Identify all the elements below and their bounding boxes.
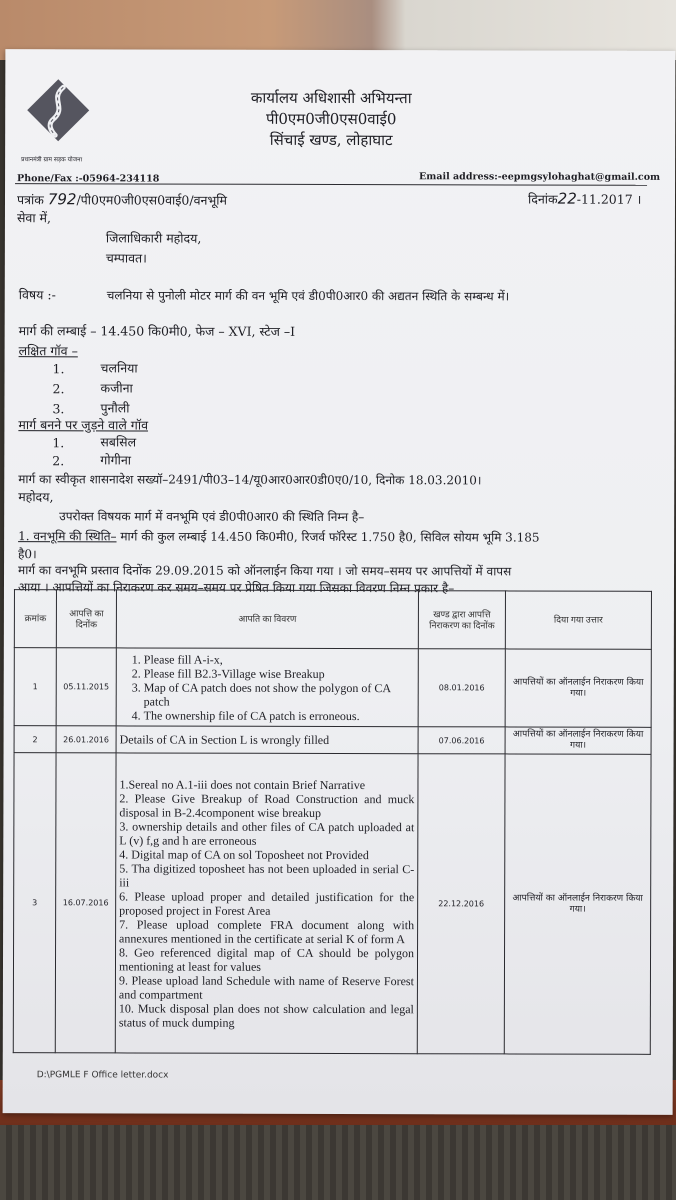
- row-resolution-date: 07.06.2016: [418, 727, 505, 754]
- connect-village-num: 2.: [52, 453, 65, 469]
- objection-item: 10. Muck disposal plan does not show calculation and legal status of muck dumping: [118, 1000, 414, 1030]
- salutation: महोदय,: [18, 489, 54, 505]
- connect-village-name: सबसिल: [100, 434, 137, 450]
- row-objection-date: 05.11.2015: [56, 648, 116, 726]
- table-row: [14, 648, 651, 728]
- letter-date: दिनांक22-11.2017 ।: [527, 189, 642, 208]
- objection-item: 2. Please Give Breakup of Road Construction and muck disposal in B-2.4component wise breakup: [119, 790, 415, 820]
- office-title: कार्यालय अधिशासी अभियन्ता: [250, 88, 412, 108]
- office-department: पी0एम0जी0एस0वाई0: [265, 109, 397, 129]
- row-reply: आपत्तियों का ऑनलाईन निराकरण किया गया।: [505, 649, 651, 727]
- online-line-1: मार्ग का वनभूमि प्रस्ताव दिनोंक 29.09.2015 को ऑनलाईन किया गया । जो समय–समय पर आपत्तियों में वापस: [18, 563, 512, 579]
- row-objection-date: 26.01.2016: [56, 726, 116, 753]
- row-objection-date: 16.07.2016: [55, 753, 116, 1053]
- logo-caption: प्रधानमंत्री ग्राम सड़क योजना: [21, 156, 83, 164]
- objection-item: 3. Map of CA patch does not show the polygon of CA patch: [144, 680, 415, 709]
- row-reply: आपत्तियों का ऑनलाईन निराकरण किया गया।: [504, 754, 651, 1054]
- letter-page: [3, 49, 676, 1115]
- target-village-num: 2.: [52, 381, 65, 397]
- forest-status-line: 1. वनभूमि की स्थिति– मार्ग की कुल लम्बाई 14.450 कि0मी0, रिजर्व फॉरेस्ट 1.750 है0, सिविल सोयम भूमि 3.185: [18, 529, 540, 545]
- forest-status-label: 1. वनभूमि की स्थिति–: [18, 529, 117, 544]
- header-objection-date: आपत्ति का दिनोंक: [56, 590, 116, 648]
- row-details: [115, 753, 418, 1054]
- email-address: Email address:-eepmgsylohaghat@gmail.com: [419, 171, 661, 183]
- recipient-line-1: जिलाधिकारी महोदय,: [105, 230, 202, 246]
- phone-fax: Phone/Fax :-05964-234118: [17, 173, 160, 185]
- header-rule: [15, 183, 647, 186]
- objection-item: 4. Digital map of CA on sol Toposheet not Provided: [119, 846, 369, 862]
- footer-filename: D:\PGMLE F Office letter.docx: [36, 1070, 169, 1081]
- forest-status-line-2: है0।: [18, 547, 37, 562]
- recipient-line-2: चम्पावत।: [105, 250, 147, 266]
- target-village-name: कजीना: [100, 380, 133, 396]
- row-serial: 2: [14, 726, 56, 753]
- row-reply: आपत्तियों का ऑनलाईन निराकरण किया गया।: [505, 727, 651, 754]
- target-village-name: पुनौली: [100, 400, 130, 416]
- handwritten-date-day: 22: [557, 189, 577, 208]
- subject-label: विषय :-: [18, 287, 56, 303]
- objection-item: 3. ownership details and other files of CA patch uploaded at L (v) f,g and h are erroneous: [119, 818, 415, 848]
- target-villages-heading: लक्षित गॉव –: [18, 343, 78, 359]
- row-details: [116, 648, 418, 727]
- objection-item: 1. Please fill A-i-x,: [144, 652, 415, 667]
- objection-item: 2. Please fill B2.3-Village wise Breakup: [144, 666, 415, 681]
- sanction-order: मार्ग का स्वीकृत शासनादेश सख्यॉ–2491/पी03–14/यू0आर0आर0डी0ए0/10, दिनोक 18.03.2010।: [18, 472, 482, 488]
- objection-item: 6. Please upload proper and detailed justification for the proposed project in Forest Area: [119, 888, 415, 918]
- objection-item: 4. The ownership file of CA patch is erroneous.: [144, 708, 415, 723]
- target-village-num: 1.: [52, 361, 65, 377]
- intro-paragraph: उपरोक्त विषयक मार्ग में वनभूमि एवं डी0पी0आर0 की स्थिति निम्न है–: [59, 509, 365, 525]
- objection-item: 5. Tha digitized toposheet has not been uploaded in serial C-iii: [119, 860, 415, 889]
- target-village-num: 3.: [52, 401, 65, 417]
- header-reply: दिया गया उत्तार: [505, 591, 651, 649]
- objection-item: 9. Please upload land Schedule with name of Reserve Forest and compartment: [118, 972, 414, 1002]
- header-resolution-date: खण्ड द्वारा आपत्ति निराकरण का दिनोंक: [418, 591, 505, 649]
- table-row: [14, 726, 651, 755]
- row-resolution-date: 08.01.2016: [418, 649, 505, 727]
- online-line-2: आया । आपत्तियों का निराकरण कर समय–समय पर प्रेषित किया गया जिसका विवरण निम्न प्रकार है–: [17, 580, 455, 596]
- row-serial: 1: [14, 648, 56, 726]
- connecting-villages-heading: मार्ग बनने पर जुड़ने वाले गॉव: [18, 417, 149, 433]
- reference-number: पत्रांक 792/पी0एम0जी0एस0वाई0/वनभूमि: [16, 190, 228, 209]
- office-division: सिंचाई खण्ड, लोहाघाट: [269, 130, 393, 150]
- background-floor: [0, 1125, 676, 1200]
- row-details: Details of CA in Section L is wrongly filled: [116, 726, 418, 754]
- header-serial: क्रमांक: [14, 590, 56, 648]
- row-resolution-date: 22.12.2016: [417, 754, 505, 1054]
- row-serial: 3: [13, 753, 56, 1053]
- road-length: मार्ग की लम्बाई – 14.450 कि0मी0, फेज – XVI, स्टेज –I: [18, 323, 296, 339]
- connect-village-name: गोगीना: [100, 452, 132, 468]
- table-header-row: [14, 590, 651, 650]
- handwritten-ref-number: 792: [47, 190, 77, 209]
- header-objection-details: आपति का विवरण: [116, 590, 418, 649]
- objections-table: [13, 589, 652, 1055]
- objection-item: 1.Sereal no A.1-iii does not contain Brief Narrative: [119, 776, 366, 792]
- subject-text: चलनिया से पुनोली मोटर मार्ग की वन भूमि एवं डी0पी0आर0 की अद्यतन स्थिति के सम्बन्ध में।: [106, 288, 510, 304]
- objection-item: 7. Please upload complete FRA document along with annexures mentioned in the certificate at serial K of form A: [119, 916, 415, 946]
- objection-item: 8. Geo referenced digital map of CA should be polygon mentioning at least for values: [118, 944, 415, 974]
- connect-village-num: 1.: [52, 435, 65, 451]
- pmgsy-logo-icon: [25, 77, 91, 143]
- seva-mein: सेवा में,: [16, 210, 52, 226]
- target-village-name: चलनिया: [100, 360, 138, 376]
- table-row: [13, 753, 651, 1055]
